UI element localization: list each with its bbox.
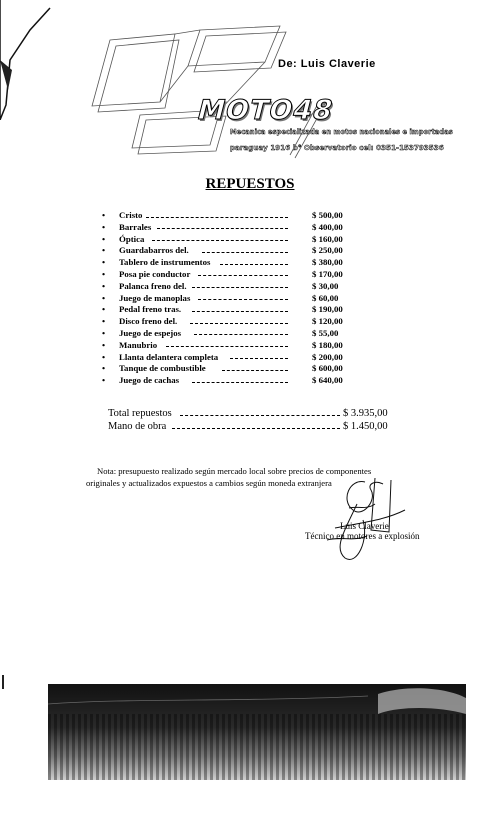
list-item bbox=[102, 375, 402, 387]
labor-row bbox=[108, 421, 408, 434]
total-parts-label: Total repuestos bbox=[108, 408, 172, 419]
leader-line bbox=[180, 415, 340, 416]
part-price: $ 600,00 bbox=[312, 363, 343, 374]
part-name: Disco freno del. bbox=[119, 316, 178, 327]
bullet-icon: • bbox=[102, 316, 106, 327]
leader-line bbox=[152, 240, 288, 241]
part-name: Posa pie conductor bbox=[119, 268, 191, 279]
list-item bbox=[102, 222, 402, 234]
bullet-icon: • bbox=[102, 210, 106, 220]
part-price: $ 55,00 bbox=[312, 327, 339, 338]
handwritten-signature bbox=[305, 470, 415, 565]
part-name: Palanca freno del. bbox=[119, 280, 187, 291]
total-parts-value: $ 3.935,00 bbox=[343, 408, 388, 419]
bullet-icon: • bbox=[102, 363, 106, 374]
list-item bbox=[102, 293, 402, 305]
list-item bbox=[102, 281, 402, 293]
part-price: $ 60,00 bbox=[312, 292, 339, 303]
part-name: Manubrio bbox=[119, 339, 158, 350]
leader-line bbox=[198, 275, 288, 276]
part-name: Tablero de instrumentos bbox=[119, 257, 211, 268]
part-price: $ 180,00 bbox=[312, 339, 343, 350]
scan-artifact-mark bbox=[2, 675, 4, 689]
bullet-icon: • bbox=[102, 304, 106, 315]
list-item bbox=[102, 210, 402, 222]
letterhead-tagline: Mecanica especializada en motos nacionales e importadas bbox=[230, 128, 453, 136]
parts-list bbox=[102, 210, 402, 387]
part-price: $ 380,00 bbox=[312, 257, 343, 268]
bullet-icon: • bbox=[102, 375, 106, 386]
part-name: Llanta delantera completa bbox=[119, 351, 219, 362]
part-price: $ 120,00 bbox=[312, 316, 343, 327]
bullet-icon: • bbox=[102, 292, 106, 303]
part-price: $ 190,00 bbox=[312, 304, 343, 315]
bullet-icon: • bbox=[102, 268, 106, 279]
letterhead-address: paraguay 1916 b° Observatorio cel: 0351-153793536 bbox=[230, 144, 444, 152]
leader-line bbox=[166, 346, 288, 347]
leader-line bbox=[202, 252, 288, 253]
leader-line bbox=[157, 228, 288, 229]
list-item bbox=[102, 352, 402, 364]
part-price: $ 200,00 bbox=[312, 351, 343, 362]
leader-line bbox=[222, 370, 288, 371]
list-item bbox=[102, 234, 402, 246]
part-name: Barrales bbox=[119, 221, 152, 232]
brand-logo-text: MOTO48 bbox=[194, 95, 337, 126]
leader-line bbox=[198, 299, 288, 300]
leader-line bbox=[192, 311, 288, 312]
part-name: Pedal freno tras. bbox=[119, 304, 182, 315]
totals-block bbox=[108, 408, 408, 434]
leader-line bbox=[230, 358, 288, 359]
bullet-icon: • bbox=[102, 245, 106, 256]
list-item bbox=[102, 304, 402, 316]
leader-line bbox=[172, 428, 340, 429]
part-name: Juego de espejos bbox=[119, 327, 182, 338]
bullet-icon: • bbox=[102, 221, 106, 232]
list-item bbox=[102, 316, 402, 328]
labor-value: $ 1.450,00 bbox=[343, 421, 388, 432]
bullet-icon: • bbox=[102, 351, 106, 362]
leader-line bbox=[192, 382, 288, 383]
part-name: Tanque de combustible bbox=[119, 363, 206, 374]
letterhead-from: De: Luis Claverie bbox=[278, 58, 376, 70]
list-item bbox=[102, 363, 402, 375]
part-price: $ 170,00 bbox=[312, 268, 343, 279]
part-name: Guardabarros del. bbox=[119, 245, 189, 256]
part-name: Cristo bbox=[119, 210, 143, 220]
leader-line bbox=[190, 323, 288, 324]
scan-artifact-corner bbox=[0, 0, 60, 120]
signer-title: Técnico en motores a explosión bbox=[305, 531, 420, 541]
leader-line bbox=[192, 287, 288, 288]
leader-line bbox=[194, 334, 288, 335]
part-price: $ 30,00 bbox=[312, 280, 339, 291]
part-price: $ 640,00 bbox=[312, 375, 343, 386]
signer-name: Luis Claverie bbox=[340, 521, 389, 531]
list-item bbox=[102, 245, 402, 257]
part-price: $ 250,00 bbox=[312, 245, 343, 256]
labor-label: Mano de obra bbox=[108, 421, 167, 432]
scanned-photo-strip bbox=[48, 684, 466, 780]
list-item bbox=[102, 269, 402, 281]
part-name: Juego de manoplas bbox=[119, 292, 191, 303]
leader-line bbox=[220, 264, 288, 265]
document-title: REPUESTOS bbox=[205, 176, 295, 192]
list-item bbox=[102, 257, 402, 269]
leader-line bbox=[146, 217, 288, 218]
part-name: Juego de cachas bbox=[119, 375, 180, 386]
logo-graphic bbox=[80, 20, 440, 160]
bullet-icon: • bbox=[102, 257, 106, 268]
note-line-2: originales y actualizados expuestos a cambios según moneda extranjera bbox=[86, 477, 332, 488]
part-price: $ 500,00 bbox=[312, 210, 343, 220]
bullet-icon: • bbox=[102, 233, 106, 244]
list-item bbox=[102, 328, 402, 340]
part-price: $ 400,00 bbox=[312, 221, 343, 232]
total-parts-row bbox=[108, 408, 408, 421]
note-line-1: Nota: presupuesto realizado según mercado local sobre precios de componentes bbox=[97, 466, 372, 476]
part-name: Óptica bbox=[119, 233, 145, 244]
bullet-icon: • bbox=[102, 327, 106, 338]
bullet-icon: • bbox=[102, 280, 106, 291]
part-price: $ 160,00 bbox=[312, 233, 343, 244]
list-item bbox=[102, 340, 402, 352]
bullet-icon: • bbox=[102, 339, 106, 350]
